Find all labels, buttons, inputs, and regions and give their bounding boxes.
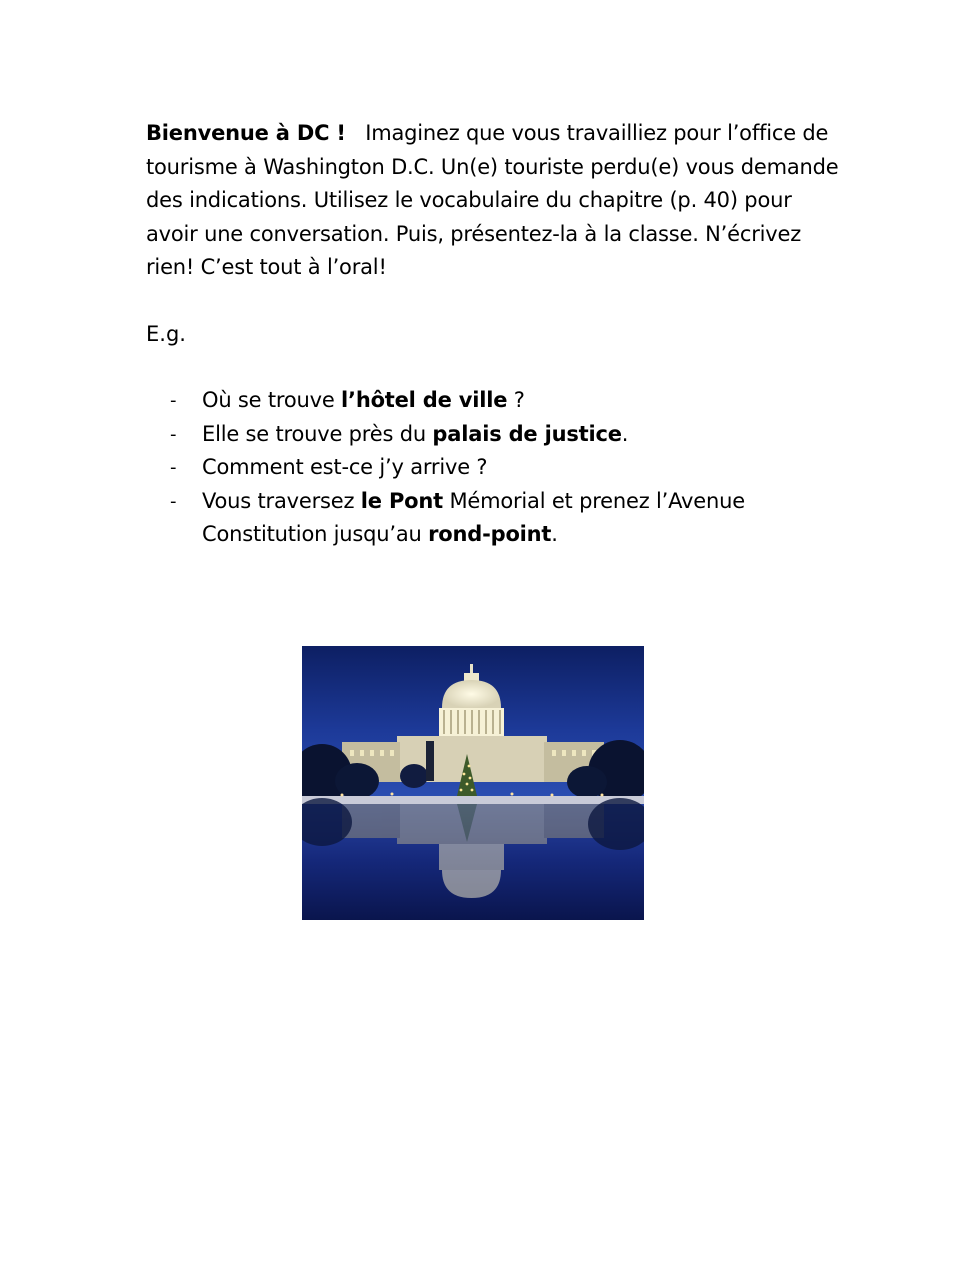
intro-paragraph xyxy=(146,117,846,285)
capitol-night-photo xyxy=(302,646,644,920)
example-label: E.g. xyxy=(146,322,186,346)
list-dash: - xyxy=(170,490,177,512)
list-item xyxy=(170,418,830,452)
intro-text: Imaginez que vous travailliez pour l’office de tourisme à Washington D.C. Un(e) touriste perdu(e) vous demande des indications. Utilisez le vocabulaire du chapitre (p. 40) pour avoir une conversation. Puis, présentez-la à la classe. N’écrivez rien! C’est tout à l’oral! xyxy=(146,121,839,279)
example-text-end: ? xyxy=(507,388,525,412)
example-list xyxy=(170,384,830,552)
example-bold: le Pont xyxy=(360,488,443,513)
example-bold-2: rond-point xyxy=(428,522,552,546)
example-text: Comment est-ce j’y arrive ? xyxy=(202,455,488,479)
list-dash: - xyxy=(170,423,177,445)
example-text: Vous traversez xyxy=(202,488,361,513)
example-text-end: . xyxy=(621,421,629,446)
example-text: Où se trouve xyxy=(202,388,342,412)
list-item xyxy=(170,485,830,552)
example-text-end: . xyxy=(551,522,558,546)
list-dash: - xyxy=(170,457,177,478)
list-item xyxy=(170,384,830,418)
example-bold: palais de justice xyxy=(432,421,622,446)
example-text-mid: Mémorial et prenez l’Avenue Constitution jusqu’au xyxy=(202,488,745,546)
intro-lead: Bienvenue à DC ! xyxy=(146,121,346,145)
list-dash: - xyxy=(170,390,177,411)
example-bold: l’hôtel de ville xyxy=(341,388,508,412)
example-text: Elle se trouve près du xyxy=(202,421,433,446)
list-item xyxy=(170,451,830,485)
